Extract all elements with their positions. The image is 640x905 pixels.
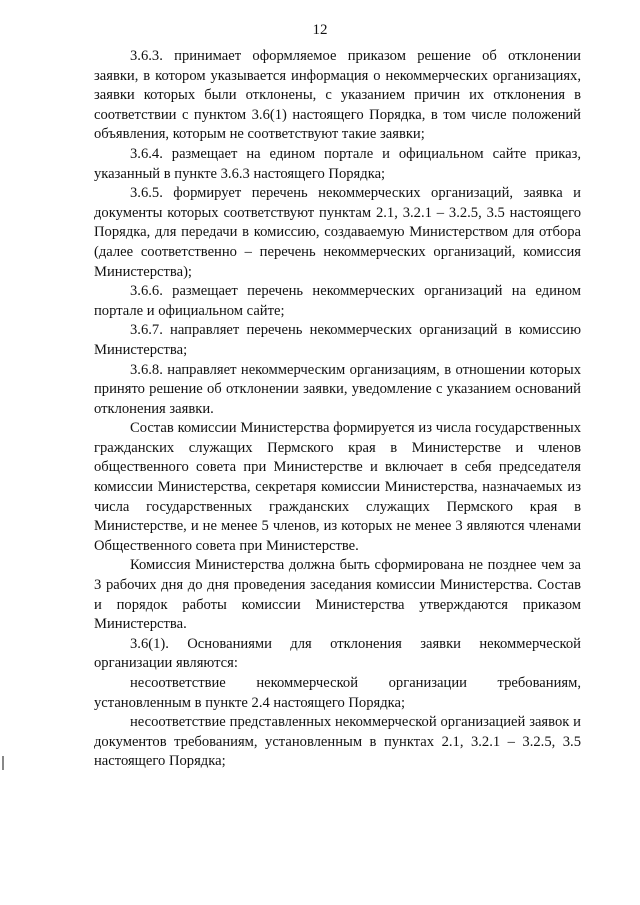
scan-edge-mark xyxy=(2,756,4,770)
paragraph-3-6-4: 3.6.4. размещает на едином портале и официальном сайте приказ, указанный в пункте 3.6.3 настоящего Порядка; xyxy=(94,145,581,182)
paragraph-3-6-5: 3.6.5. формирует перечень некоммерческих организаций, заявка и документы которых соответствуют пунктам 2.1, 3.2.1 – 3.2.5, 3.5 настоящего Порядка, для передачи в комиссию, создаваемую Министерством для отбора (далее соответственно – перечень некоммерческих организаций, комиссия Министерства); xyxy=(94,185,581,280)
paragraph-commission-formation: Комиссия Министерства должна быть сформирована не позднее чем за 3 рабочих дня до дня проведения заседания комиссии Министерства. Состав и порядок работы комиссии Министерства утверждаются приказом Министерства. xyxy=(94,557,581,633)
paragraph-3-6-7: 3.6.7. направляет перечень некоммерческих организаций в комиссию Министерства; xyxy=(94,322,581,358)
paragraph-ground-organization: несоответствие некоммерческой организации требованиям, установленным в пункте 2.4 настоящего Порядка; xyxy=(94,675,581,711)
paragraph-3-6-8: 3.6.8. направляет некоммерческим организациям, в отношении которых принято решение об отклонении заявки, уведомление с указанием оснований отклонения заявки. xyxy=(94,361,581,417)
paragraph-commission-composition: Состав комиссии Министерства формируется из числа государственных гражданских служащих Пермского края в Министерстве и членов общественного совета при Министерстве и включает в себя председателя комиссии Министерства, секретаря комиссии Министерства, назначаемых из числа государственных гражданских служащих Пермского края в Министерстве, и не менее 5 членов, из которых не менее 3 являются членами Общественного совета при Министерстве. xyxy=(94,420,581,554)
paragraph-3-6-6: 3.6.6. размещает перечень некоммерческих организаций на едином портале и официальном сайте; xyxy=(94,283,581,319)
paragraph-3-6-1-grounds: 3.6(1). Основаниями для отклонения заявки некоммерческой организации являются: xyxy=(94,635,581,672)
paragraph-3-6-3: 3.6.3. принимает оформляемое приказом решение об отклонении заявки, в котором указывается информация о некоммерческих организациях, заявки которых были отклонены, с указанием причин их отклонения в соответствии с пунктом 3.6(1) настоящего Порядка, в том числе положений объявления, которым не соответствуют такие заявки; xyxy=(94,48,581,143)
paragraph-ground-documents: несоответствие представленных некоммерческой организацией заявок и документов требованиям, установленным в пунктах 2.1, 3.2.1 – 3.2.5, 3.5 настоящего Порядка; xyxy=(94,714,581,770)
document-body xyxy=(94,47,581,772)
page-number: 12 xyxy=(312,22,328,38)
